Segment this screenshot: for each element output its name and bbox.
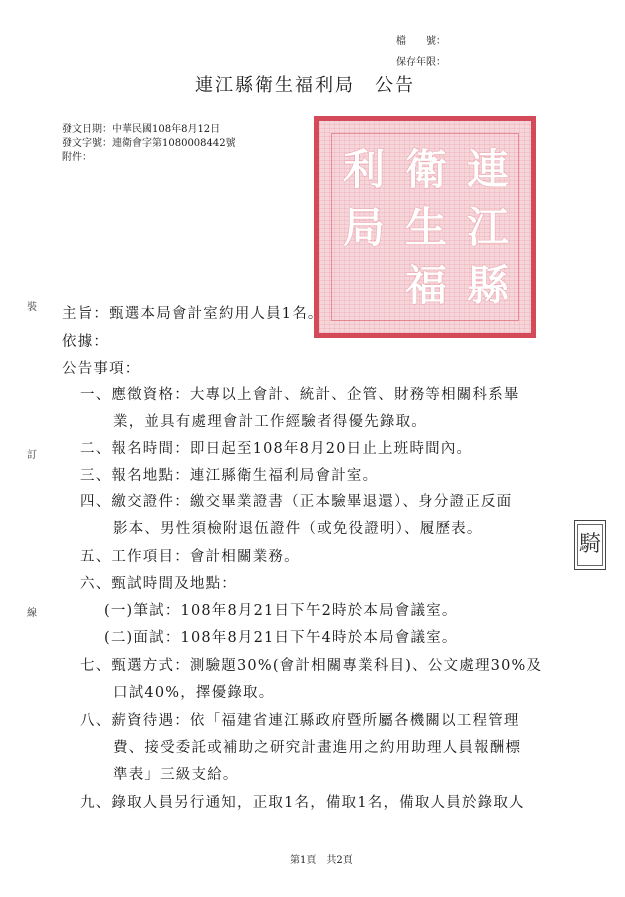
item-3: 三、報名地點：連江縣衛生福利局會計室。 [80, 468, 379, 484]
item-8-line-3: 準表」三級支給。 [113, 767, 239, 783]
item-5: 五、工作項目：會計相關業務。 [80, 549, 300, 565]
item-4-line-2: 影本、男性須檢附退伍證件（或免役證明）、履歷表。 [113, 521, 483, 537]
retention-period-label: 保存年限： [396, 57, 446, 68]
official-seal [314, 116, 536, 338]
seal-column-2 [405, 141, 455, 315]
item-7-line-1: 七、甄選方式：測驗題30%(會計相關專業科目)、公文處理30%及 [80, 658, 543, 674]
document-title: 連江縣衛生福利局 公告 [195, 75, 415, 96]
item-9-line-1: 九、錄取人員另行通知，正取1名，備取1名，備取人員於錄取人 [80, 795, 525, 811]
issue-date: 發文日期：中華民國108年8月12日 [62, 124, 221, 135]
seal-glyph: 衛生福 [405, 145, 448, 310]
page-indicator: 第1頁 共2頁 [290, 855, 353, 866]
item-8-line-2: 費、接受委託或補助之研究計畫進用之約用助理人員報酬標 [113, 740, 522, 756]
item-6: 六、甄試時間及地點： [80, 576, 237, 592]
item-6-sub-2: (二)面試：108年8月21日下午4時於本局會議室。 [104, 630, 458, 646]
item-4-line-1: 四、繳交證件：繳交畢業證書（正本驗畢退還）、身分證正反面 [80, 494, 513, 510]
item-7-line-2: 口試40%，擇優錄取。 [113, 685, 275, 701]
margin-mark-staple: 訂 [27, 450, 37, 461]
side-stamp-glyph: 騎 [577, 524, 603, 566]
item-6-sub-1: (一)筆試：108年8月21日下午2時於本局會議室。 [104, 603, 458, 619]
item-1-line-1: 一、應徵資格：大專以上會計、統計、企管、財務等相關科系畢 [80, 387, 520, 403]
attachment-line: 附件： [62, 152, 92, 163]
item-1-line-2: 業，並具有處理會計工作經驗者得優先錄取。 [113, 414, 427, 430]
file-number-label: 檔 號： [396, 36, 446, 47]
seal-column-1 [467, 141, 517, 315]
basis-line: 依據： [62, 334, 110, 350]
margin-mark-bind: 裝 [27, 302, 37, 313]
margin-mark-line: 線 [27, 608, 37, 619]
seal-glyph: 連江縣 [467, 145, 510, 310]
seal-column-3 [343, 141, 393, 257]
subject-line: 主旨：甄選本局會計室約用人員1名。 [62, 306, 324, 322]
reference-number: 發文字號：連衛會字第1080008442號 [62, 138, 236, 149]
announcement-heading: 公告事項： [62, 361, 141, 377]
item-2: 二、報名時間：即日起至108年8月20日止上班時間內。 [80, 441, 473, 457]
side-stamp [574, 520, 606, 570]
item-8-line-1: 八、薪資待遇：依「福建省連江縣政府暨所屬各機關以工程管理 [80, 713, 520, 729]
seal-glyph: 利局 [343, 145, 386, 252]
